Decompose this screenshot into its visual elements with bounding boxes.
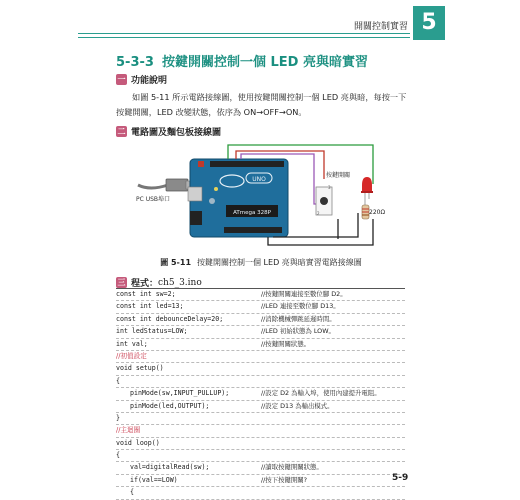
circuit-heading [116,125,221,138]
chapter-tab: 5 [413,6,445,40]
heading-number-icon: 二 [117,127,126,136]
code-line [116,339,405,351]
code-line [116,401,405,413]
code-comment: //LED 初始狀態為 LOW。 [261,327,335,336]
code-line [116,326,405,338]
code-text: const int debounceDelay=20; [116,314,224,323]
switch-label: 按鍵開關 [326,172,351,179]
code-comment: //設定 D2 為輸入埠，使用內建提升電阻。 [261,389,381,398]
code-line [116,301,405,313]
code-line [116,438,405,450]
code-line [116,425,405,437]
board-label: UNO [252,176,266,183]
code-text: { [116,451,120,460]
code-text: if(val==LOW) [130,475,178,484]
function-heading-label: 功能說明 [131,76,168,86]
running-title: 開關控制實習 [353,22,408,32]
code-text: void loop() [116,438,160,447]
section-title-text: 按鍵開關控制一個 LED 亮與暗實習 [161,55,368,70]
figure-caption [116,257,406,268]
code-comment: //按鍵開關連接至數位腳 D2。 [261,290,347,298]
code-text: } [116,413,120,422]
code-text: void setup() [116,364,164,373]
section-number: 5-3-3 [116,55,154,70]
code-line [116,450,405,462]
circuit-heading-label: 電路圖及麵包板接線圖 [131,128,222,138]
code-line [116,413,405,425]
resistor-label: 220Ω [369,209,386,216]
code-text: val=digitalRead(sw); [130,463,210,472]
code-text: //主迴圈 [116,426,141,435]
figure-caption-text: 按鍵開關控制一個 LED 亮與暗實習電路接線圖 [197,258,362,267]
heading-number-icon: 一 [117,75,126,84]
figure-number: 圖 5-11 [160,258,192,267]
code-text: { [116,376,120,385]
push-button [316,185,332,216]
code-comment: //設定 D13 為輸出模式。 [261,401,334,410]
led [361,177,373,201]
code-listing [116,289,405,500]
chip-label: ATmega 328P [233,210,271,216]
code-text: pinMode(led,OUTPUT); [130,401,210,410]
code-comment: //讀取按鍵開關狀態。 [261,463,323,472]
code-text: pinMode(sw,INPUT_PULLUP); [130,389,230,398]
circuit-diagram [128,139,400,251]
program-file-name: ch5_3.ino [158,277,202,288]
usb-cable [138,179,194,191]
function-text: 如圖 5-11 所示電路接線圖，使用按鍵開關控制一個 LED 亮與暗，每按一下按鍵開關，LED 改變狀態，依序為 ON→OFF→ON。 [116,92,407,117]
code-line [116,351,405,363]
code-comment: //按下按鍵開關? [261,475,308,484]
usb-label: PC USB埠口 [136,196,171,203]
code-line [116,289,405,301]
code-comment: //按鍵開關狀態。 [261,339,311,348]
pin-label-2: 2 [317,211,320,216]
code-line [116,388,405,400]
code-line [116,376,405,388]
header-rule-thin [78,37,410,38]
heading-number-icon: 三 [117,278,126,287]
code-line [116,462,405,474]
code-line [116,475,405,487]
function-description [116,90,408,120]
code-text: { [130,488,134,497]
resistor [362,201,369,219]
code-comment: //消除機械彈跳延遲時間。 [261,314,336,323]
program-heading-label: 程式： [131,279,159,289]
code-text: //初值設定 [116,351,147,360]
function-heading [116,73,167,86]
header-rule [78,33,410,34]
pin-label-3: 3 [328,185,331,190]
code-text: int val; [116,339,148,348]
arduino-board [188,159,288,237]
code-text: const int led=13; [116,302,184,311]
code-text: const int sw=2; [116,290,176,298]
code-line [116,487,405,499]
page-number: 5-9 [392,473,409,483]
section-title [116,51,368,70]
code-line [116,363,405,375]
code-text: int ledStatus=LOW; [116,327,188,336]
code-line [116,314,405,326]
code-comment: //LED 連接至數位腳 D13。 [261,302,340,311]
